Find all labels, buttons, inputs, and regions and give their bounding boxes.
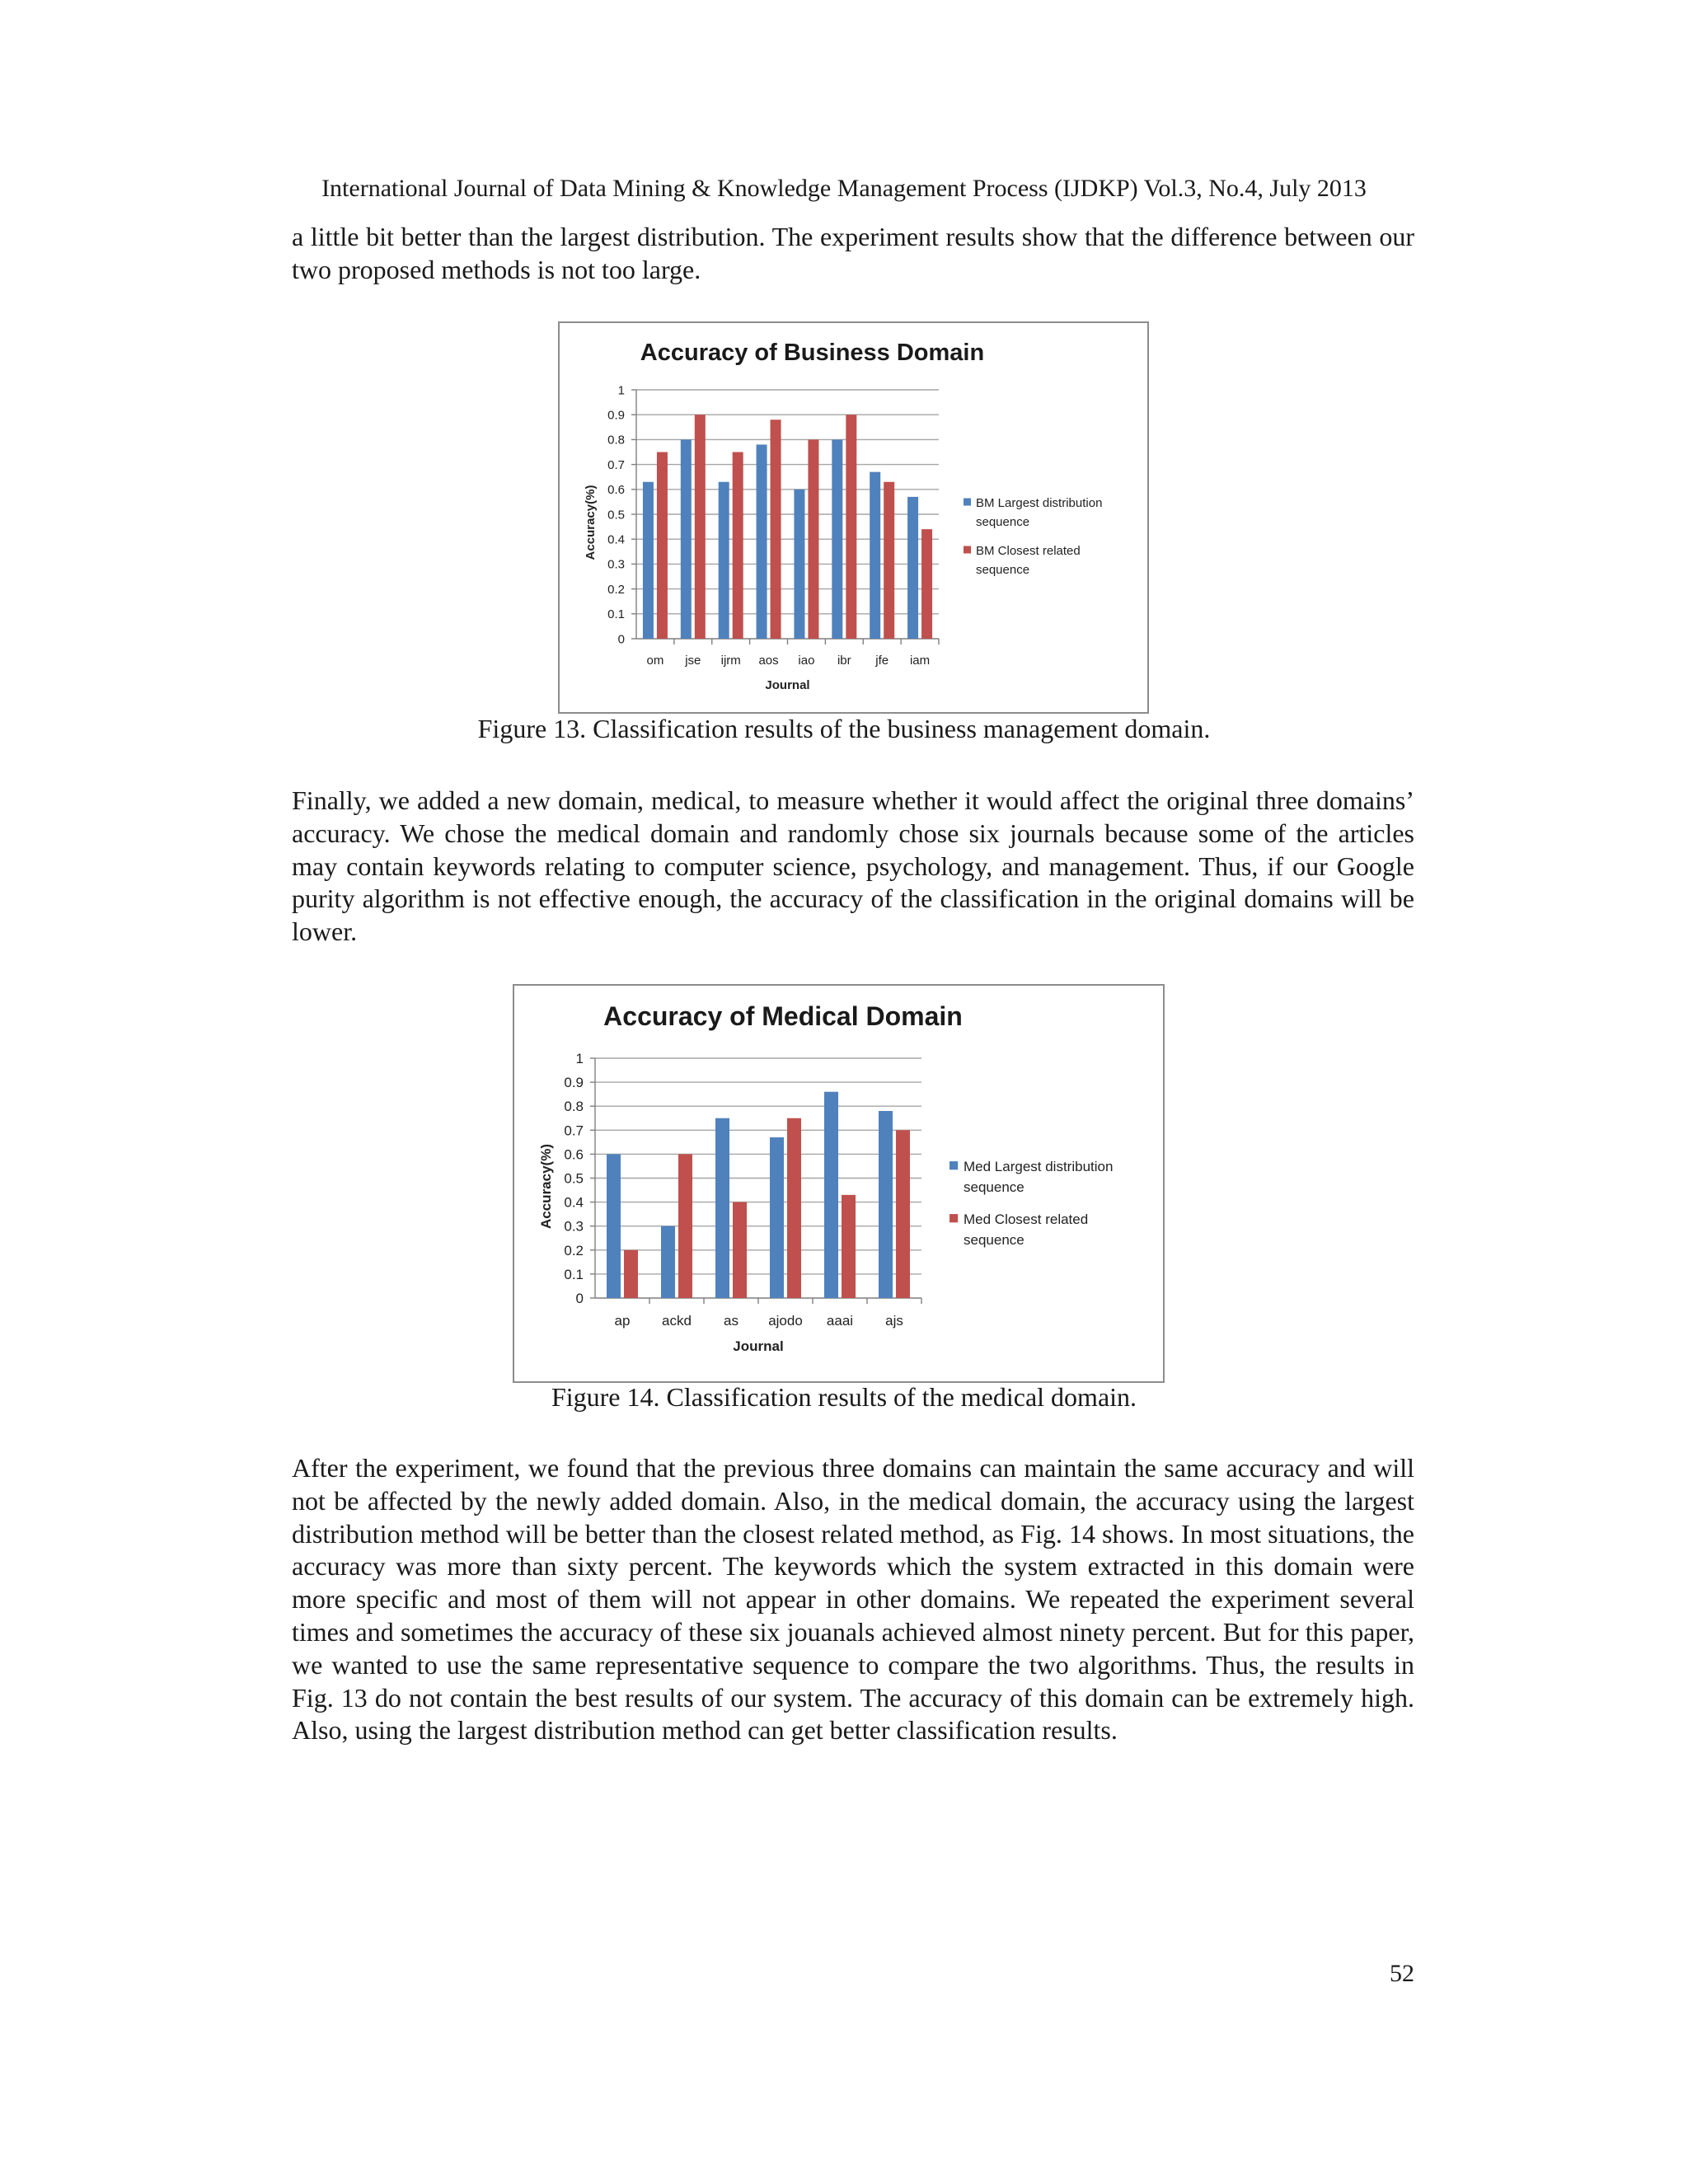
medical-bar-largest-as (715, 1118, 729, 1298)
page-number: 52 (1390, 1960, 1414, 1987)
figure-14-chart (513, 984, 1165, 1383)
medical-y-tick-label: 0.2 (564, 1242, 584, 1258)
medical-legend-label: sequence (964, 1232, 1025, 1248)
business-bar-largest-om (643, 482, 654, 639)
business-domain-chart-svg (560, 323, 1147, 712)
business-y-tick-label: 0.9 (607, 408, 625, 423)
business-x-tick-label: ijrm (720, 654, 741, 668)
business-legend-label: sequence (976, 515, 1030, 529)
medical-y-tick-label: 0.9 (564, 1075, 584, 1091)
business-y-tick-label: 1 (617, 383, 625, 398)
business-chart-title: Accuracy of Business Domain (640, 340, 985, 366)
paragraph-3: After the experiment, we found that the previous three domains can maintain the same accuracy and will not be affected by the newly added domain. Also, in the medical domain, the accuracy using the largest distribution method will be better than the closest related method, as Fig. 14 shows. In most situations, the accuracy was more than sixty percent. The keywords which the system extracted in this domain were more specific and most of them will not appear in other domains. We repeated the experiment several times and sometimes the accuracy of these six jouanals achieved almost ninety percent. But for this paper, we wanted to use the same representative sequence to compare the two algorithms. Thus, the results in Fig. 13 do not contain the best results of our system. The accuracy of this domain can be extremely high. Also, using the largest distribution method can get better classification results. (292, 1453, 1414, 1746)
business-x-axis-label: Journal (765, 678, 810, 692)
medical-x-tick-label: ajs (885, 1313, 903, 1329)
running-header: International Journal of Data Mining & Knowledge Management Process (IJDKP) Vol.3, No.4, July 2013 (321, 175, 1367, 202)
business-y-tick-label: 0 (617, 632, 625, 647)
business-bar-largest-iam (907, 497, 918, 639)
medical-legend-label: Med Largest distribution (964, 1159, 1114, 1174)
medical-y-tick-label: 0 (575, 1290, 584, 1306)
business-bar-closest-iao (808, 439, 818, 639)
medical-legend-swatch (950, 1214, 958, 1222)
medical-bar-largest-ajodo (770, 1137, 784, 1298)
business-y-tick-label: 0.5 (607, 508, 625, 523)
business-legend-label: BM Closest related (976, 544, 1081, 558)
business-x-tick-label: ibr (837, 654, 851, 668)
business-bar-largest-ijrm (719, 482, 729, 639)
medical-bar-largest-aaai (824, 1092, 838, 1298)
medical-x-tick-label: ackd (662, 1313, 692, 1329)
business-legend-swatch (964, 546, 971, 554)
medical-chart-title: Accuracy of Medical Domain (603, 1001, 963, 1031)
business-bar-closest-ibr (846, 415, 856, 639)
medical-y-tick-label: 0.7 (564, 1122, 584, 1139)
medical-bar-closest-ajodo (787, 1118, 801, 1298)
medical-legend-swatch (950, 1161, 958, 1169)
medical-y-tick-label: 1 (575, 1050, 584, 1066)
business-bar-closest-jfe (884, 482, 894, 639)
medical-y-tick-label: 0.6 (564, 1146, 584, 1163)
business-y-tick-label: 0.1 (607, 607, 625, 622)
medical-bar-largest-ackd (661, 1226, 675, 1298)
medical-x-tick-label: ajodo (768, 1313, 803, 1329)
medical-y-tick-label: 0.1 (564, 1266, 584, 1282)
medical-bar-largest-ajs (879, 1111, 893, 1298)
business-bar-largest-iao (794, 490, 804, 639)
figure-13-chart (558, 321, 1149, 714)
medical-bar-largest-ap (607, 1154, 621, 1298)
business-y-tick-label: 0.8 (607, 433, 625, 448)
medical-y-tick-label: 0.3 (564, 1218, 584, 1235)
business-bar-closest-om (657, 452, 668, 640)
medical-bar-closest-aaai (842, 1195, 856, 1298)
paragraph-2: Finally, we added a new domain, medical, to measure whether it would affect the original three domains’ accuracy. We chose the medical domain and randomly chose six journals because some of the articles may contain keywords relating to computer science, psychology, and management. Thus, if our Google purity algorithm is not effective enough, the accuracy of the classification in the original domains will be lower. (292, 785, 1414, 947)
business-bar-closest-jse (695, 415, 706, 639)
business-legend-swatch (964, 499, 971, 506)
business-bar-largest-jse (681, 439, 692, 639)
business-x-tick-label: iao (798, 654, 815, 668)
business-bar-largest-jfe (870, 472, 880, 639)
medical-legend-label: Med Closest related (964, 1212, 1089, 1227)
business-y-tick-label: 0.7 (607, 457, 625, 472)
business-y-tick-label: 0.6 (607, 483, 625, 498)
medical-y-tick-label: 0.5 (564, 1170, 584, 1187)
figure-14-caption: Figure 14. Classification results of the medical domain. (551, 1382, 1137, 1412)
medical-x-tick-label: ap (614, 1313, 631, 1329)
business-legend-label: BM Largest distribution (976, 496, 1103, 510)
business-bar-closest-aos (771, 419, 781, 639)
business-x-tick-label: iam (909, 654, 931, 668)
business-y-tick-label: 0.3 (607, 557, 625, 572)
medical-y-tick-label: 0.8 (564, 1099, 584, 1115)
business-y-tick-label: 0.2 (607, 582, 625, 597)
medical-bar-closest-ackd (678, 1154, 692, 1298)
figure-13-caption: Figure 13. Classification results of the business management domain. (477, 714, 1211, 743)
medical-x-tick-label: as (724, 1313, 738, 1329)
business-bar-closest-iam (921, 529, 932, 639)
medical-domain-chart-svg (514, 986, 1163, 1381)
business-x-tick-label: jfe (875, 654, 889, 668)
business-x-tick-label: om (646, 654, 664, 668)
medical-x-tick-label: aaai (826, 1313, 854, 1329)
medical-bar-closest-ajs (896, 1130, 910, 1298)
business-y-axis-label: Accuracy(%) (584, 485, 598, 560)
medical-bar-closest-ap (624, 1250, 638, 1298)
medical-legend-label: sequence (964, 1179, 1025, 1195)
paragraph-1: a little bit better than the largest distribution. The experiment results show that the difference between our two proposed methods is not too large. (292, 222, 1414, 284)
business-bar-largest-ibr (832, 439, 842, 639)
medical-bar-closest-as (733, 1202, 747, 1298)
business-bar-largest-aos (757, 444, 767, 639)
business-x-tick-label: aos (758, 654, 779, 668)
business-y-tick-label: 0.4 (607, 532, 625, 547)
medical-y-tick-label: 0.4 (564, 1194, 584, 1211)
business-bar-closest-ijrm (733, 452, 743, 640)
medical-y-axis-label: Accuracy(%) (538, 1144, 554, 1229)
business-legend-label: sequence (976, 563, 1030, 577)
business-x-tick-label: jse (685, 654, 701, 668)
medical-x-axis-label: Journal (733, 1338, 784, 1354)
